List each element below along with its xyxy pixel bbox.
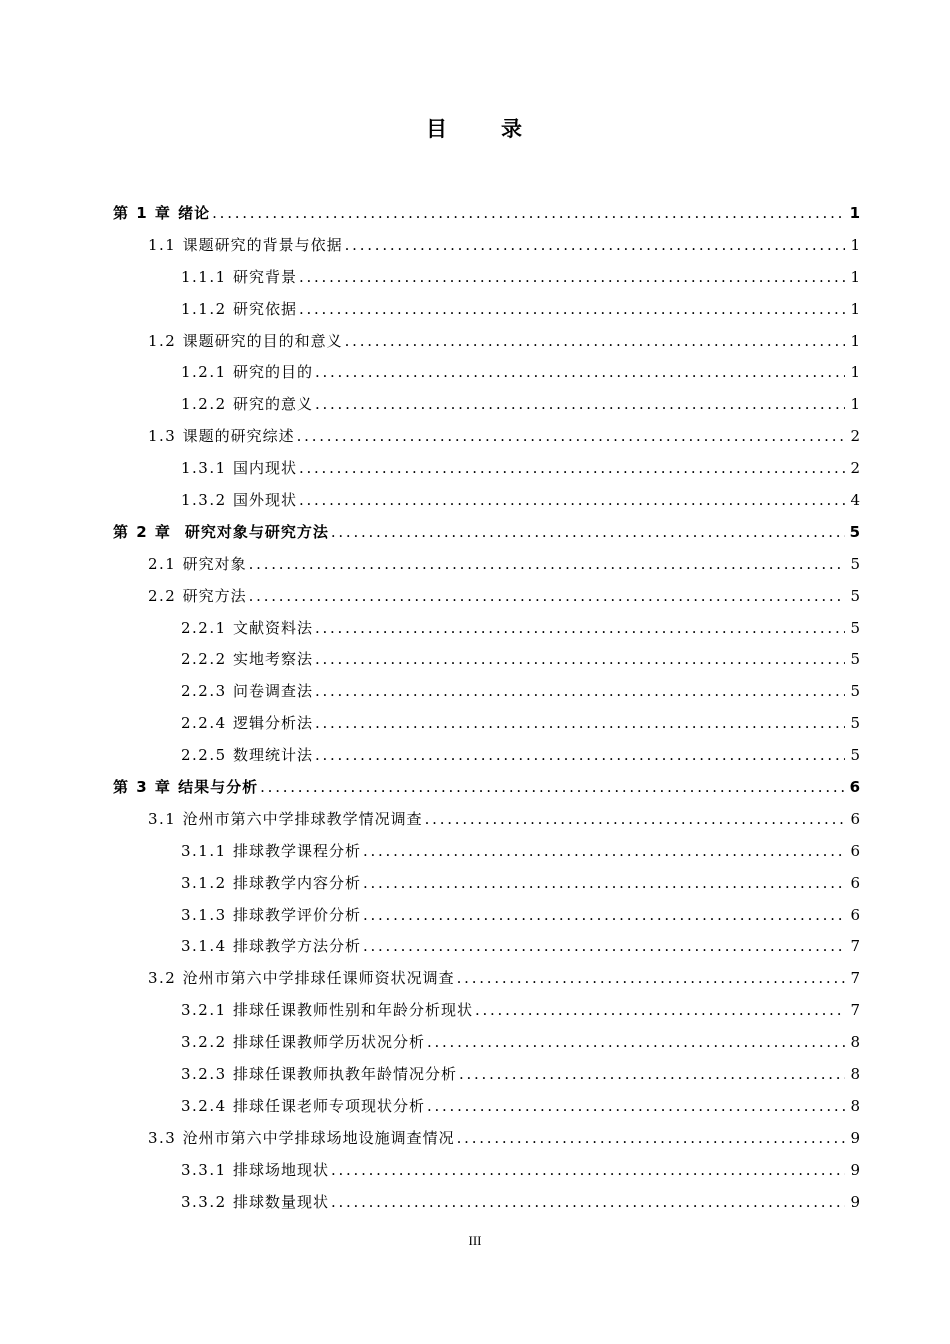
toc-entry-page: 7 [850,969,860,988]
toc-entry-title: 排球教学方法分析 [232,937,361,956]
toc-entry-number: 1.2 [148,331,183,350]
toc-entry[interactable] [113,581,860,613]
toc-entry-page: 6 [850,841,860,860]
toc-entry-number: 3.1.1 [181,841,233,860]
toc-entry-number: 2.2 [148,586,183,605]
toc-entry-number: 第 2 章 [113,522,185,541]
toc-entry-number: 2.2.2 [181,650,233,669]
toc-entry-number: 1.1 [148,235,183,254]
toc-entry-title: 数理统计法 [232,746,313,765]
toc-entry-number: 3.2.4 [181,1096,233,1115]
toc-entry-title: 排球任课老师专项现状分析 [232,1096,425,1115]
toc-dot-leader [299,294,845,326]
toc-entry-page: 1 [850,299,860,318]
toc-entry-number: 第 3 章 [113,778,179,797]
toc-dot-leader [212,198,845,230]
toc-entry[interactable] [113,294,860,326]
toc-entry-page: 4 [850,491,860,510]
toc-dot-leader [260,772,845,804]
toc-dot-leader [249,549,845,581]
toc-entry[interactable] [113,1187,860,1219]
title-char-1: 目 [426,117,449,141]
toc-entry[interactable] [113,262,860,294]
toc-entry[interactable] [113,485,860,517]
toc-entry-page: 1 [849,204,860,222]
table-of-contents [113,198,860,1219]
toc-entry-number: 2.2.3 [181,682,233,701]
toc-entry[interactable] [113,963,860,995]
toc-entry-number: 1.1.2 [181,299,233,318]
toc-entry-number: 1.3.1 [181,459,233,478]
toc-entry-number: 2.2.4 [181,714,233,733]
toc-entry[interactable] [113,1027,860,1059]
toc-entry-title: 研究依据 [232,299,297,318]
toc-dot-leader [425,804,845,836]
toc-dot-leader [315,740,845,772]
toc-entry-page: 1 [850,235,860,254]
toc-entry-page: 1 [850,363,860,382]
toc-entry-page: 6 [850,905,860,924]
toc-dot-leader [315,708,845,740]
toc-entry-page: 5 [850,746,860,765]
toc-dot-leader [363,836,845,868]
toc-dot-leader [315,644,845,676]
toc-entry-number: 1.2.1 [181,363,233,382]
toc-entry[interactable] [113,676,860,708]
toc-entry[interactable] [113,357,860,389]
toc-entry-number: 3.1.4 [181,937,233,956]
page-number-footer: III [468,1233,482,1248]
toc-entry-number: 3.3.1 [181,1160,233,1179]
toc-dot-leader [315,389,845,421]
toc-entry-title: 国外现状 [232,491,297,510]
toc-dot-leader [457,963,845,995]
toc-entry-title: 研究背景 [232,267,297,286]
toc-dot-leader [363,900,845,932]
toc-entry-title: 排球任课教师执教年龄情况分析 [232,1065,457,1084]
toc-dot-leader [345,230,845,262]
toc-entry-title: 排球教学内容分析 [232,873,361,892]
toc-entry[interactable] [113,1091,860,1123]
toc-dot-leader [299,262,845,294]
toc-entry-page: 8 [850,1065,860,1084]
toc-entry[interactable] [113,230,860,262]
toc-entry-title: 沧州市第六中学排球场地设施调查情况 [182,1128,455,1147]
toc-entry[interactable] [113,549,860,581]
toc-dot-leader [297,421,845,453]
toc-entry-number: 3.2.1 [181,1001,233,1020]
toc-dot-leader [457,1123,845,1155]
toc-entry-title: 排球教学课程分析 [232,841,361,860]
toc-entry-title: 课题研究的目的和意义 [182,331,343,350]
toc-entry-title: 实地考察法 [232,650,313,669]
toc-entry-title: 问卷调查法 [232,682,313,701]
toc-entry-number: 3.3.2 [181,1192,233,1211]
toc-entry-page: 5 [850,618,860,637]
toc-entry-title: 排球数量现状 [232,1192,329,1211]
toc-entry-title: 研究对象 [182,554,247,573]
toc-entry-page: 5 [850,682,860,701]
title-char-2: 录 [501,117,524,141]
toc-entry-title: 研究的目的 [232,363,313,382]
toc-entry-page: 9 [850,1192,860,1211]
toc-entry[interactable] [113,1123,860,1155]
toc-entry-page: 2 [850,427,860,446]
toc-entry-page: 5 [850,650,860,669]
toc-entry-page: 1 [850,267,860,286]
toc-entry-number: 1.3 [148,427,183,446]
toc-entry-title: 结果与分析 [178,778,259,797]
toc-entry-number: 1.1.1 [181,267,233,286]
toc-dot-leader [459,1059,845,1091]
toc-entry[interactable] [113,517,860,549]
toc-dot-leader [475,995,845,1027]
toc-entry[interactable] [113,421,860,453]
toc-entry[interactable] [113,804,860,836]
toc-entry-page: 8 [850,1096,860,1115]
toc-entry-page: 6 [850,809,860,828]
toc-entry-page: 6 [849,778,860,797]
toc-dot-leader [299,485,845,517]
toc-entry[interactable] [113,740,860,772]
toc-entry[interactable] [113,836,860,868]
toc-entry[interactable] [113,868,860,900]
page-title [0,113,950,143]
toc-entry-number: 3.2.3 [181,1065,233,1084]
toc-entry[interactable] [113,708,860,740]
toc-entry[interactable] [113,1155,860,1187]
toc-dot-leader [315,613,845,645]
toc-entry-page: 9 [850,1128,860,1147]
toc-entry-page: 5 [850,714,860,733]
toc-entry-title: 排球任课教师性别和年龄分析现状 [232,1001,473,1020]
toc-entry-page: 7 [850,1001,860,1020]
toc-entry[interactable] [113,1059,860,1091]
toc-entry-page: 7 [850,937,860,956]
toc-entry[interactable] [113,613,860,645]
toc-entry-title: 沧州市第六中学排球教学情况调查 [182,809,423,828]
toc-entry-page: 6 [850,873,860,892]
toc-entry-title: 课题的研究综述 [182,427,295,446]
toc-entry-number: 第 1 章 [113,204,179,222]
toc-entry-page: 8 [850,1033,860,1052]
toc-entry[interactable] [113,644,860,676]
toc-entry-number: 2.1 [148,554,183,573]
toc-entry-title: 课题研究的背景与依据 [182,235,343,254]
toc-dot-leader [331,1155,845,1187]
toc-dot-leader [427,1091,845,1123]
toc-entry-number: 3.2 [148,969,183,988]
toc-entry[interactable] [113,900,860,932]
toc-dot-leader [315,357,845,389]
toc-entry-page: 9 [850,1160,860,1179]
toc-dot-leader [345,326,845,358]
toc-entry-page: 1 [850,331,860,350]
toc-entry-number: 2.2.5 [181,746,233,765]
toc-dot-leader [363,868,845,900]
toc-entry-title: 研究的意义 [232,395,313,414]
toc-entry-number: 1.3.2 [181,491,233,510]
toc-dot-leader [315,676,845,708]
toc-entry[interactable] [113,198,860,230]
toc-entry-title: 国内现状 [232,459,297,478]
toc-entry-page: 5 [850,554,860,573]
toc-entry-number: 3.1.2 [181,873,233,892]
toc-entry-title: 排球任课教师学历状况分析 [232,1033,425,1052]
toc-entry-page: 2 [850,459,860,478]
toc-entry-page: 5 [849,522,860,541]
toc-entry-number: 3.2.2 [181,1033,233,1052]
toc-dot-leader [249,581,845,613]
toc-entry-title: 研究对象与研究方法 [184,522,329,541]
toc-entry-number: 3.1 [148,809,183,828]
toc-entry-number: 2.2.1 [181,618,233,637]
toc-dot-leader [299,453,845,485]
toc-dot-leader [331,517,845,549]
toc-entry[interactable] [113,931,860,963]
toc-entry-title: 排球场地现状 [232,1160,329,1179]
toc-entry[interactable] [113,453,860,485]
toc-entry-page: 5 [850,586,860,605]
toc-entry-title: 绪论 [178,204,211,222]
toc-entry[interactable] [113,326,860,358]
toc-entry-number: 1.2.2 [181,395,233,414]
toc-entry[interactable] [113,389,860,421]
toc-entry-number: 3.3 [148,1128,183,1147]
toc-entry-title: 逻辑分析法 [232,714,313,733]
toc-entry[interactable] [113,995,860,1027]
toc-dot-leader [363,931,845,963]
toc-entry[interactable] [113,772,860,804]
toc-entry-title: 研究方法 [182,586,247,605]
toc-dot-leader [427,1027,845,1059]
toc-entry-title: 文献资料法 [232,618,313,637]
toc-dot-leader [331,1187,845,1219]
toc-entry-title: 沧州市第六中学排球任课师资状况调查 [182,969,455,988]
toc-entry-number: 3.1.3 [181,905,233,924]
toc-entry-title: 排球教学评价分析 [232,905,361,924]
toc-entry-page: 1 [850,395,860,414]
